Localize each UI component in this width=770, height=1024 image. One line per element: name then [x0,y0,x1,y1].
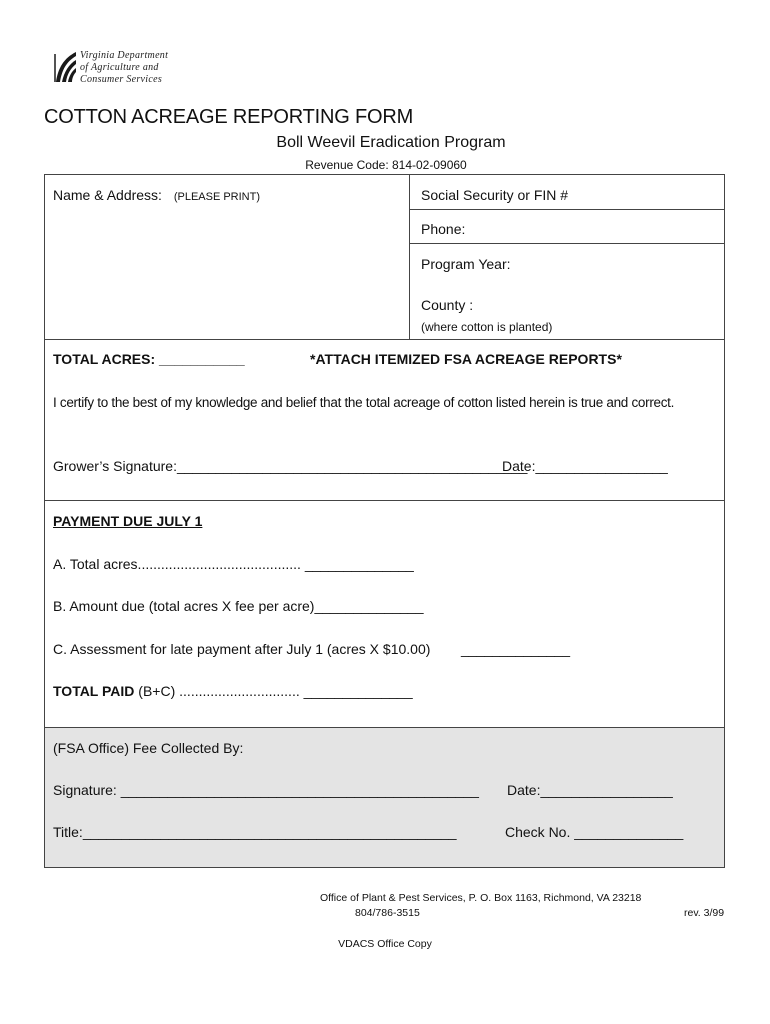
ssn-row-divider [409,209,724,210]
county-field[interactable]: County : [421,297,474,313]
program-title: Boll Weevil Eradication Program [276,134,506,151]
office-copy-label: VDACS Office Copy [338,938,432,950]
fee-collected-heading: (FSA Office) Fee Collected By: [53,740,244,756]
name-address-field[interactable] [53,187,260,203]
program-year-field[interactable]: Program Year: [421,256,511,272]
total-paid-rest: (B+C) ............................... ______________ [134,683,413,699]
revenue-code: Revenue Code: 814-02-09060 [305,158,467,172]
check-number-field[interactable]: Check No. ______________ [505,824,684,840]
vdacs-logo [54,50,204,88]
certification-bottom-line [45,500,724,501]
late-assessment-line-c: C. Assessment for late payment after July 1 (acres X $10.00) [53,641,431,657]
leaf-emblem-icon [54,50,78,84]
payment-due-heading: PAYMENT DUE JULY 1 [53,513,203,529]
county-note: (where cotton is planted) [421,320,553,334]
please-print-note: (PLEASE PRINT) [173,191,261,203]
form-box [44,174,725,868]
attach-fsa-note: *ATTACH ITEMIZED FSA ACREAGE REPORTS* [310,351,622,367]
late-assessment-blank[interactable]: ______________ [461,641,571,657]
footer-address: Office of Plant & Pest Services, P. O. Box 1163, Richmond, VA 23218 [320,892,642,904]
applicant-divider [409,175,410,339]
grower-date-field[interactable]: Date:_________________ [502,458,668,474]
agency-name-line-3: Consumer Services [80,74,163,85]
agency-name-line-1: Virginia Department [80,50,169,61]
total-acres-field[interactable]: TOTAL ACRES: ___________ [53,351,245,367]
total-acres-line-a[interactable]: A. Total acres.......................................... ______________ [53,556,414,572]
grower-signature-field[interactable]: Grower’s Signature:_____________________________________________ [53,458,528,474]
footer-phone: 804/786-3515 [355,907,420,919]
phone-row-divider [409,243,724,244]
total-paid-label: TOTAL PAID [53,683,135,699]
ssn-field[interactable]: Social Security or FIN # [421,187,569,203]
total-paid-line[interactable] [53,683,413,699]
fsa-title-field[interactable]: Title:________________________________________________ [53,824,457,840]
fsa-signature-field[interactable]: Signature: ______________________________________________ [53,782,479,798]
revision-label: rev. 3/99 [684,907,725,919]
certification-statement: I certify to the best of my knowledge and belief that the total acreage of cotton listed herein is true and correct. [53,395,675,410]
fee-collection-panel [45,727,724,867]
fsa-date-field[interactable]: Date:_________________ [507,782,673,798]
amount-due-line-b[interactable]: B. Amount due (total acres X fee per acre)______________ [53,598,424,614]
applicant-bottom-line [45,339,724,340]
agency-name-line-2: of Agriculture and [80,62,159,73]
form-title: COTTON ACREAGE REPORTING FORM [44,106,414,128]
name-address-label: Name & Address: [53,187,162,203]
phone-field[interactable]: Phone: [421,221,466,237]
